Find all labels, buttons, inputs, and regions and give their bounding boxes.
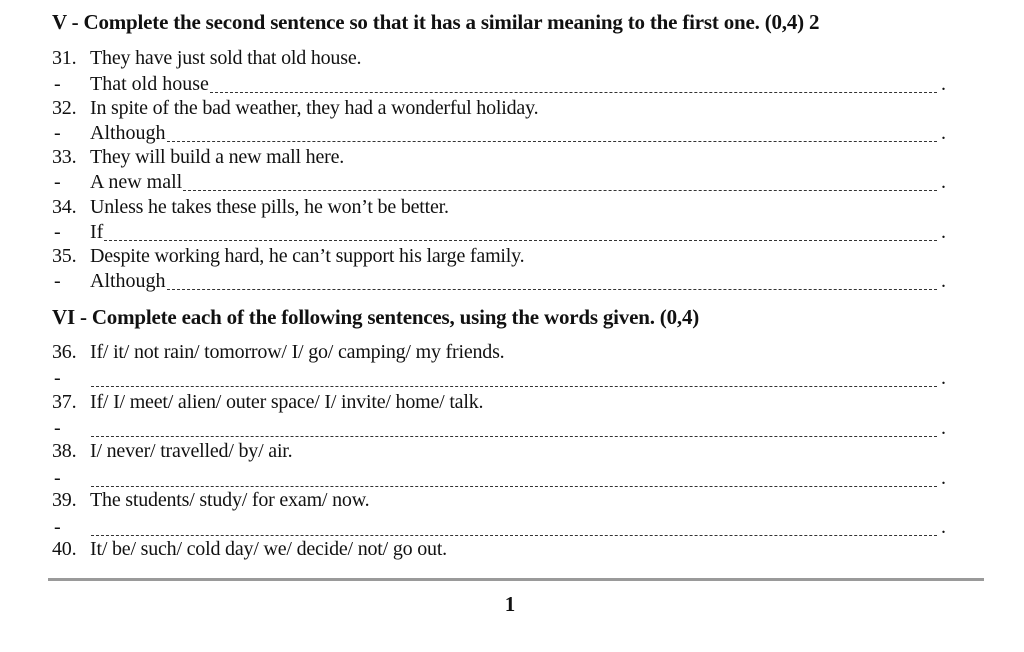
question-sentence: The students/ study/ for exam/ now. [90, 489, 370, 511]
section-6-heading: VI - Complete each of the following sentences, using the words given. (0,4) [52, 305, 700, 329]
answer-line-33[interactable] [54, 170, 946, 194]
question-sentence: In spite of the bad weather, they had a wonderful holiday. [90, 97, 539, 119]
question-33 [52, 146, 344, 169]
answer-end-dot: . [941, 171, 946, 193]
answer-dash: - [54, 516, 61, 538]
question-40 [52, 538, 447, 561]
answer-prefix: Although [90, 270, 166, 292]
question-number: 40. [52, 538, 77, 560]
question-35 [52, 245, 524, 268]
question-sentence: If/ I/ meet/ alien/ outer space/ I/ invite/ home/ talk. [90, 391, 484, 413]
answer-line-37[interactable] [54, 416, 946, 440]
question-sentence: I/ never/ travelled/ by/ air. [90, 440, 293, 462]
answer-end-dot: . [941, 221, 946, 243]
question-number: 32. [52, 97, 77, 119]
answer-dash: - [54, 270, 61, 292]
answer-end-dot: . [941, 467, 946, 489]
question-number: 37. [52, 391, 77, 413]
answer-line-34[interactable] [54, 220, 946, 244]
question-number: 36. [52, 341, 77, 363]
question-sentence: Despite working hard, he can’t support his large family. [90, 245, 525, 267]
answer-prefix: If [90, 221, 104, 243]
question-37 [52, 391, 483, 414]
answer-dash: - [54, 467, 61, 489]
question-number: 31. [52, 47, 77, 69]
answer-end-dot: . [941, 270, 946, 292]
question-sentence: If/ it/ not rain/ tomorrow/ I/ go/ camping/ my friends. [90, 341, 505, 363]
answer-end-dot: . [941, 417, 946, 439]
question-number: 38. [52, 440, 77, 462]
answer-line-36[interactable] [54, 366, 946, 390]
answer-prefix: Although [90, 122, 166, 144]
question-sentence: Unless he takes these pills, he won’t be better. [90, 196, 449, 218]
question-sentence: They will build a new mall here. [90, 146, 345, 168]
answer-dash: - [54, 73, 61, 95]
answer-line-35[interactable] [54, 269, 946, 293]
answer-dash: - [54, 171, 61, 193]
answer-blank[interactable] [167, 141, 937, 142]
question-31 [52, 47, 361, 70]
question-sentence: They have just sold that old house. [90, 47, 362, 69]
answer-blank[interactable] [91, 486, 937, 487]
answer-end-dot: . [941, 367, 946, 389]
answer-blank[interactable] [91, 535, 937, 536]
section-5-heading: V - Complete the second sentence so that it has a similar meaning to the first one. (0,4) 2 [52, 10, 820, 34]
answer-line-31[interactable] [54, 72, 946, 96]
answer-end-dot: . [941, 73, 946, 95]
answer-prefix: A new mall [90, 171, 183, 193]
page-number: 1 [504, 592, 516, 616]
answer-dash: - [54, 367, 61, 389]
question-number: 33. [52, 146, 77, 168]
answer-end-dot: . [941, 122, 946, 144]
question-39 [52, 489, 369, 512]
question-number: 39. [52, 489, 77, 511]
answer-dash: - [54, 417, 61, 439]
question-sentence: It/ be/ such/ cold day/ we/ decide/ not/ go out. [90, 538, 447, 560]
answer-blank[interactable] [91, 386, 937, 387]
answer-blank[interactable] [210, 92, 937, 93]
answer-blank[interactable] [167, 289, 937, 290]
footer-divider [48, 578, 984, 581]
question-number: 34. [52, 196, 77, 218]
question-36 [52, 341, 504, 364]
answer-end-dot: . [941, 516, 946, 538]
answer-dash: - [54, 221, 61, 243]
answer-blank[interactable] [91, 436, 937, 437]
answer-dash: - [54, 122, 61, 144]
answer-blank[interactable] [104, 240, 937, 241]
question-38 [52, 440, 292, 463]
question-34 [52, 196, 449, 219]
question-number: 35. [52, 245, 77, 267]
answer-blank[interactable] [183, 190, 937, 191]
answer-line-38[interactable] [54, 466, 946, 490]
answer-prefix: That old house [90, 73, 209, 95]
answer-line-32[interactable] [54, 121, 946, 145]
question-32 [52, 97, 538, 120]
answer-line-39[interactable] [54, 515, 946, 539]
